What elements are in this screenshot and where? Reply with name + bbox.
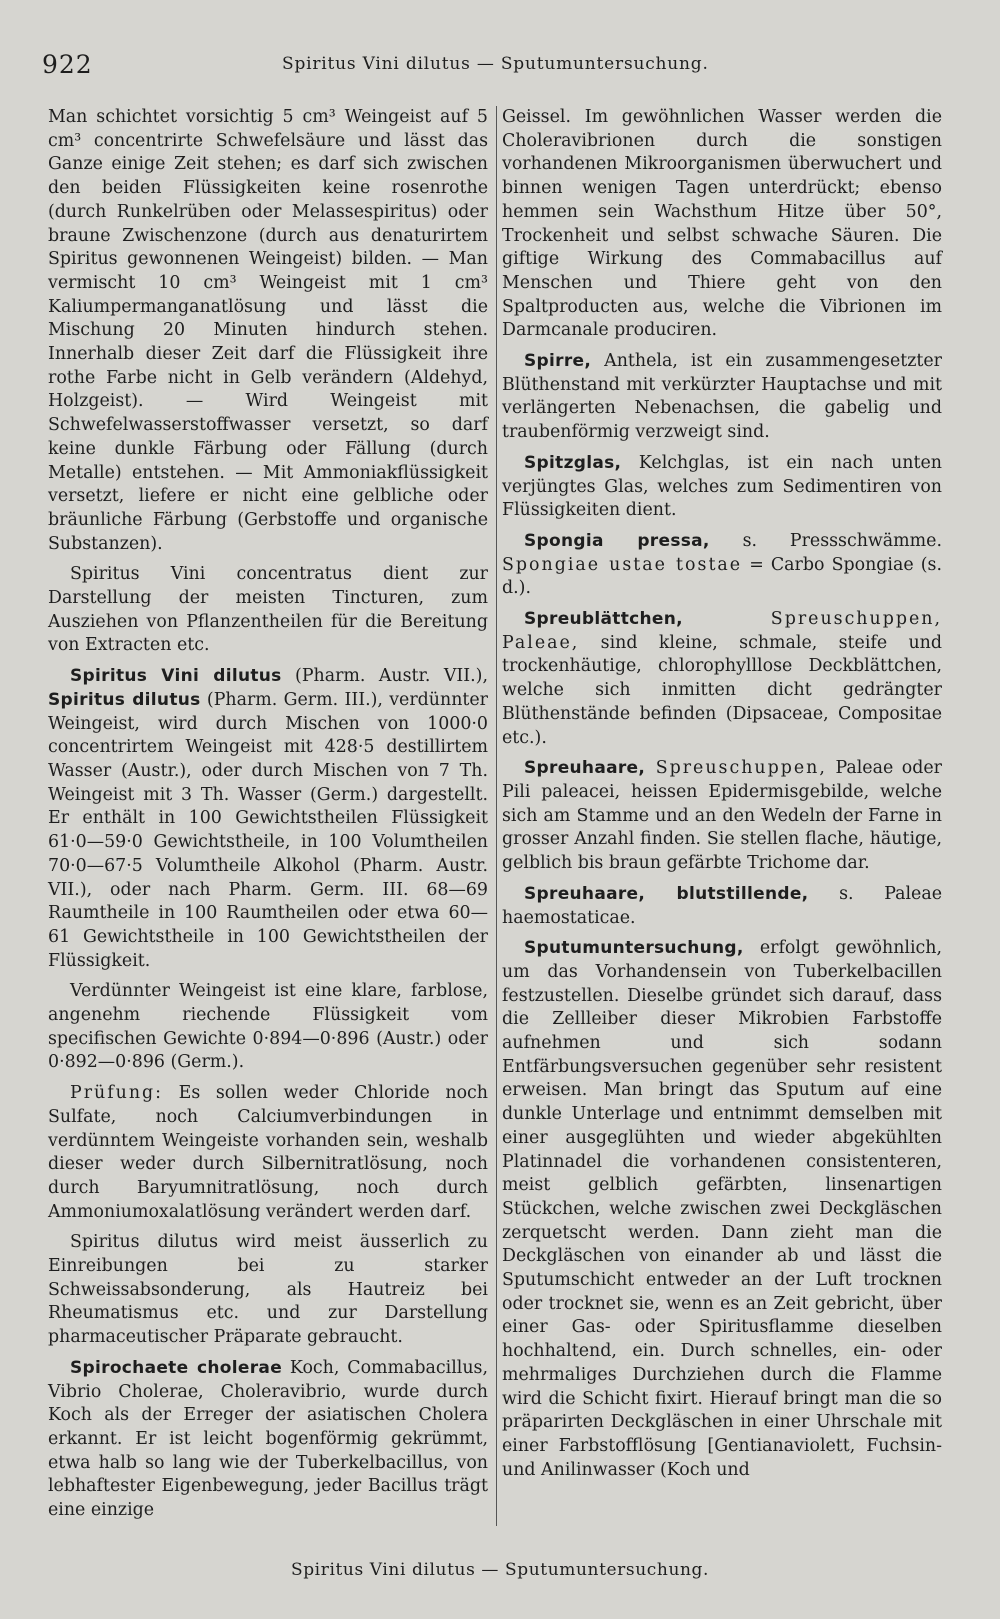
spaced-label: Prüfung: (70, 1083, 164, 1104)
entry-text: s. Pressschwämme. (709, 530, 942, 551)
headword: Spreuhaare, (524, 758, 646, 779)
paragraph: Spiritus dilutus wird meist äusserlich zu Einreibungen bei zu starker Schweissabsonderung, als Hautreiz bei Rheumatismus etc. und zur Darstellung pharmaceutischer Präparate gebraucht. (48, 1232, 488, 1348)
spaced-term: Spreuschuppen, (645, 758, 827, 779)
entry-text: Paleae oder Pili paleacei, heissen Epidermisgebilde, welche sich am Stamme und an den Wedeln der Farne in grosser Anzahl finden. Sie stellen flache, häutige, gelblich bis braun gefärbte Trichome dar. (502, 758, 942, 874)
entry-spreuhaare (502, 757, 942, 876)
paragraph: Geissel. Im gewöhnlichen Wasser werden die Choleravibrionen durch die sonstigen vorhandenen Mikroorganismen überwuchert und binnen wenigen Tagen unterdrückt; ebenso hemmen sein Wachsthum Hitze über 50°, Trockenheit und selbst schwache Säuren. Die giftige Wirkung des Commabacillus auf Menschen und Thiere geht von den Spaltproducten aus, welche die Vibrionen im Darmcanale produciren. (502, 107, 942, 341)
entry-text: (Pharm. Germ. III.), verdünnter Weingeist, wird durch Mischen von 1000·0 concentrirtem Weingeist mit 428·5 destillirtem Wasser (Austr.), oder durch Mischen von 7 Th. Weingeist mit 3 Th. Wasser (Germ.) dargestellt. Er enthält in 100 Gewichtstheilen Flüssigkeit 61·0—59·0 Gewichtstheile, in 100 Volumtheilen 70·0—67·5 Volumtheile Alkohol (Pharm. Austr. VII.), oder nach Pharm. Germ. III. 68—69 Raumtheile in 100 Raumtheilen oder etwa 60—61 Gewichtstheile in 100 Gewichtstheilen der Flüssigkeit. (48, 689, 488, 971)
headword: Spiritus dilutus (48, 689, 201, 710)
spaced-term: Spongiae ustae tostae (502, 554, 743, 575)
entry-sputumuntersuchung (502, 937, 942, 1482)
entry-spongia-pressa (502, 530, 942, 601)
headword: Spirre, (524, 351, 592, 372)
entry-text: Kelchglas, ist ein nach unten verjüngtes Glas, welches zum Sedimentiren von Flüssigkeiten dient. (502, 452, 942, 521)
column-divider (496, 106, 497, 1526)
left-column (48, 106, 488, 1530)
entry-text: s. Paleae haemostaticae. (502, 883, 942, 928)
entry-text: Anthela, ist ein zusammengesetzter Blüthenstand mit verkürzter Hauptachse und mit verlängerten Nebenachsen, die gabelig und traubenförmig verzweigt sind. (502, 351, 942, 443)
paragraph: Man schichtet vorsichtig 5 cm³ Weingeist auf 5 cm³ concentrirte Schwefelsäure und lässt das Ganze einige Zeit stehen; es darf sich zwischen den beiden Flüssigkeiten keine rosenrothe (durch Runkelrüben oder Melassespiritus) oder braune Zwischenzone (durch aus denaturirtem Spiritus gewonnenen Weingeist) bilden. — Man vermischt 10 cm³ Weingeist mit 1 cm³ Kaliumpermanganatlösung und lässt die Mischung 20 Minuten hindurch stehen. Innerhalb dieser Zeit darf die Flüssigkeit ihre rothe Farbe nicht in Gelb verändern (Aldehyd, Holzgeist). — Wird Weingeist mit Schwefelwasserstoffwasser versetzt, so darf keine dunkle Färbung oder Fällung (durch Metalle) entstehen. — Mit Ammoniakflüssigkeit versetzt, liefere er nicht eine gelbliche oder bräunliche Färbung (Gerbstoffe und organische Substanzen). (48, 107, 488, 554)
entry-text: erfolgt gewöhnlich, um das Vorhandensein von Tuberkelbacillen festzustellen. Dieselbe gründet sich darauf, dass die Zellleiber dieser Mikrobien Farbstoffe aufnehmen und sich sodann Entfärbungsversuchen gegenüber sehr resistent erweisen. Man bringt das Sputum auf eine dunkle Unterlage und entnimmt demselben mit einer ausgeglühten und wieder abgekühlten Platinnadel die vorhandenen consistenteren, meist gelblich gefärbten, linsenartigen Stückchen, welche zwischen zwei Deckgläschen zerquetscht werden. Dann zieht man die Deckgläschen von einander ab und lässt die Sputumschicht entweder an der Luft trocknen oder trocknet sie, wenn es an Zeit gebricht, über einer Gas- oder Spiritusflamme dieselben hochhaltend, ein. Durch schnelles, ein- oder mehrmaliges Durchziehen durch die Flamme wird die Schicht fixirt. Hierauf bringt man die so präparirten Deckgläschen in einer Uhrschale mit einer Farbstofflösung [Gentianaviolett, Fuchsin- und Anilinwasser (Koch und (502, 938, 942, 1480)
headword: Spreuhaare, blutstillende, (524, 883, 809, 904)
headword: Spiritus Vini dilutus (70, 666, 282, 687)
entry-text: sind kleine, schmale, steife und trockenhäutige, chlorophylllose Deckblättchen, welche sich inmitten dicht gedrängter Blüthenstände befinden (Dipsaceae, Compositae etc.). (502, 632, 942, 748)
paragraph: Verdünnter Weingeist ist eine klare, farblose, angenehm riechende Flüssigkeit vom specifischen Gewichte 0·894—0·896 (Austr.) oder 0·892—0·896 (Germ.). (48, 981, 488, 1073)
page-header (42, 46, 962, 86)
entry-text: = Carbo Spongiae (s. d.). (502, 554, 942, 599)
headword: Spitzglas, (524, 452, 622, 473)
headword: Spirochaete cholerae (70, 1357, 283, 1378)
headword: Sputumuntersuchung, (524, 938, 744, 959)
entry-text: (Pharm. Austr. VII.), (281, 666, 488, 687)
paragraph: Spiritus Vini concentratus dient zur Darstellung der meisten Tincturen, zum Ausziehen von Pflanzentheilen für die Bereitung von Extracten etc. (48, 564, 488, 656)
running-head: Spiritus Vini dilutus — Sputumuntersuchung. (282, 54, 709, 74)
page-number: 922 (42, 50, 93, 79)
running-foot: Spiritus Vini dilutus — Sputumuntersuchung. (290, 1560, 710, 1580)
headword: Spreublättchen, (524, 609, 683, 630)
paragraph (48, 1082, 488, 1224)
spaced-term: Spreuschuppen, Paleae, (502, 609, 942, 653)
paragraph-text: Es sollen weder Chloride noch Sulfate, noch Calciumverbindungen in verdünntem Weingeiste vorhanden sein, weshalb dieser weder durch Silbernitratlösung, noch durch Baryumnitratlösung, noch durch Ammoniumoxalatlösung verändert werden darf. (48, 1083, 488, 1222)
entry-spreublaettchen (502, 608, 942, 750)
right-column (502, 106, 942, 1489)
entry-spirre (502, 350, 942, 445)
entry-text: Koch, Commabacillus, Vibrio Cholerae, Choleravibrio, wurde durch Koch als der Erreger der asiatischen Cholera erkannt. Er ist leicht bogenförmig gekrümmt, etwa halb so lang wie der Tuberkelbacillus, von lebhaftester Eigenbewegung, jeder Bacillus trägt eine einzige (48, 1357, 488, 1521)
entry-spiritus-vini-dilutus (48, 665, 488, 973)
entry-spitzglas (502, 452, 942, 523)
entry-spirochaete-cholerae (48, 1357, 488, 1523)
headword: Spongia pressa, (524, 530, 710, 551)
entry-spreuhaare-blutstillende (502, 883, 942, 930)
